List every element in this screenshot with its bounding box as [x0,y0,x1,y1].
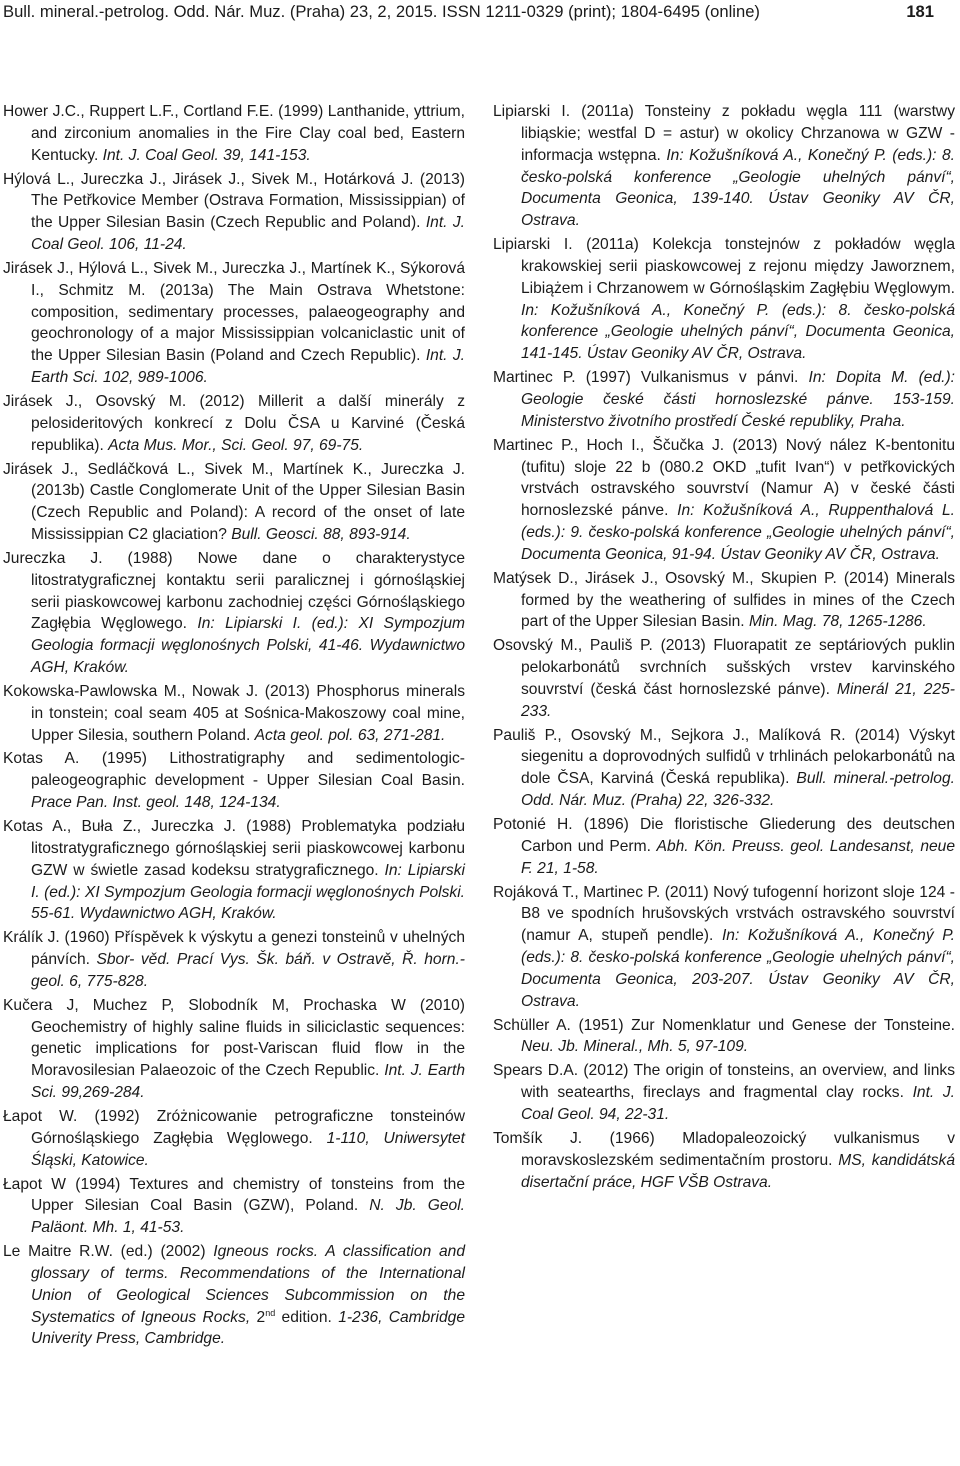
reference-source: In: Kožušníková A., Ruppenthalová L. (eds.): 9. česko-polská konference „Geologie uhelných pánví“, Documenta Geonica, 91-94. Ústav Geoniky AV ČR, Ostrava. [521,502,955,563]
reference-text: Jirásek J., Hýlová L., Sivek M., Jureczka J., Martínek K., Sýkorová I., Schmitz M. (2013a) The Main Ostrava Whetstone: composition, sedimentary processes, palaeogeography and geochronology of a major Mississippian volcaniclastic unit of the Upper Silesian Basin (Poland and Czech Republic). [3,259,465,365]
reference-entry [493,435,955,566]
reference-source: 1-110, Uniwersytet Śląski, Katowice. [31,1129,465,1169]
reference-entry [493,1128,955,1194]
reference-source: Prace Pan. Inst. geol. 148, 124-134. [31,794,281,812]
reference-source: Abh. Kön. Preuss. geol. Landesanst, neue F. 21, 1-58. [521,837,956,877]
reference-source: Int. J. Coal Geol. 94, 22-31. [521,1084,956,1123]
reference-entry [3,391,465,457]
reference-entry [493,725,955,812]
reference-text: Łapot W. (1992) Zróżnicowanie petrograficzne tonsteinów Górnośląskiego Zagłębia Węglowego. [3,1107,465,1147]
reference-source: Int. J. Earth Sci. 99,269-284. [31,1062,465,1102]
reference-entry [3,995,465,1104]
reference-entry [3,1106,465,1172]
reference-source: In: Kožušníková A., Konečný P. (eds.): 8. česko-polská konference „Geologie uhelných pánví“, Documenta Geonica, 139-140. Ústav Geoniky AV ČR, Ostrava. [521,146,955,230]
reference-entry [3,681,465,747]
reference-text: Martinec P., Hoch I., Ščučka J. (2013) Nový nález K-bentonitu (tufitu) sloje 22 b (080.2 OKD „tufit Ivan“) v petřkovických vrstvách ostravského souvrství (Namur A) v české části hornoslezské pánve. [493,436,955,520]
reference-text: Kokowska-Pawlowska M., Nowak J. (2013) Phosphorus minerals in tonstein; coal seam 405 at Sośnica-Makoszowy coal mine, Upper Silesia, southern Poland. [3,682,465,744]
page-header [0,0,960,26]
reference-text: Osovský M., Pauliš P. (2013) Fluorapatit ze septáriových puklin pelokarbonátů svrchních sušských vrstev karvinského souvrství (česká část hornoslezské pánve). [493,637,955,698]
reference-text: Potonié H. (1896) Die floristische Gliederung des deutschen Carbon und Perm. [493,816,955,855]
reference-source: MS, kandidátská disertační práce, HGF VŠB Ostrava. [521,1151,955,1191]
reference-entry [3,927,465,993]
reference-entry [3,816,465,925]
reference-source: 1-236, Cambridge Univerity Press, Cambridge. [31,1308,466,1348]
reference-text: Rojáková T., Martinec P. (2011) Nový tufogenní horizont sloje 124 - B8 ve spodních hrušovských vrstvách ostravského souvrství (namur A, stupeň pendle). [493,883,955,945]
reference-entry [3,101,465,167]
reference-source: N. Jb. Geol. Paläont. Mh. 1, 41-53. [31,1197,465,1237]
reference-source: Int. J. Coal Geol. 106, 11-24. [31,214,466,254]
reference-source: Int. J. Earth Sci. 102, 989-1006. [31,347,466,387]
reference-entry [493,234,955,365]
reference-entry [3,1241,465,1350]
reference-entry [493,882,955,1013]
reference-entry [493,1060,955,1126]
reference-entry [493,1015,955,1059]
reference-entry [493,814,955,880]
reference-text: Spears D.A. (2012) The origin of tonsteins, an overview, and links with seatearths, fireclays and fragmental clay rocks. [493,1062,955,1102]
reference-entry [3,169,465,256]
reference-entry [493,367,955,433]
reference-text: Hower J.C., Ruppert L.F., Cortland F.E. (1999) Lanthanide, yttrium, and zirconium anomalies in the Fire Clay coal bed, Eastern Kentucky. [3,103,465,164]
reference-text: Jirásek J., Sedláčková L., Sivek M., Martínek K., Jureczka J. (2013b) Castle Conglomerate Unit of the Upper Silesian Basin (Czech Republic and Poland): A record of the onset of late Mississippian C2 glaciation? [3,460,465,544]
reference-text: 2 [250,1308,266,1326]
reference-text: Králík J. (1960) Příspěvek k výskytu a genezi tonsteinů v uhelných pánvích. [3,929,465,969]
references-left-column [3,101,465,1352]
reference-source: In: Lipiarski I. (ed.): XI Sympozjum Geologia formacji węglonośnych Polski. 55-61. Wydawnictwo AGH, Kraków. [31,861,465,923]
reference-text: Pauliš P., Osovský M., Sejkora J., Malíková R. (2014) Výskyt siegenitu a doprovodných sulfidů v trhlinách pelokarbonátů na dole ČSA, Karviná (Česká republika). [493,726,955,788]
reference-text: Kotas A. (1995) Lithostratigraphy and sedimentologic-paleogeographic development - Upper Silesian Coal Basin. [3,750,465,790]
reference-source: Min. Mag. 78, 1265-1286. [748,613,927,631]
reference-source: In: Dopita M. (ed.): Geologie české části hornoslezské pánve. 153-159. Ministerstvo životního prostředí České republiky, Praha. [521,369,955,430]
reference-entry [493,101,955,232]
reference-source: Int. J. Coal Geol. 39, 141-153. [102,146,311,164]
reference-source: Bull. Geosci. 88, 893-914. [231,526,411,544]
reference-text: Matýsek D., Jirásek J., Osovský M., Skupien P. (2014) Minerals formed by the weathering of sulfides in mines of the Czech part of the Upper Silesian Basin. [493,569,955,631]
references-right-column [493,101,955,1195]
reference-entry [493,635,955,722]
reference-text: Łapot W (1994) Textures and chemistry of tonsteins from the Upper Silesian Coal Basin (GZW), Poland. [3,1175,465,1215]
reference-text: Jirásek J., Osovský M. (2012) Millerit a další minerály z pelosideritových konkrecí z Dolu ČSA u Karviné (Česká republika). [3,392,465,454]
page-number: 181 [906,2,934,21]
reference-text: Martinec P. (1997) Vulkanismus v pánvi. [493,369,809,387]
reference-source: In: Kožušníková A., Konečný P. (eds.): 8. česko-polská konference „Geologie uhelných pánví“, Documenta Geonica, 141-145. Ústav Geoniky AV ČR, Ostrava. [521,301,955,363]
reference-entry [493,568,955,634]
reference-source: Neu. Jb. Mineral., Mh. 5, 97-109. [521,1038,749,1056]
reference-entry [3,1174,465,1240]
reference-source: Acta geol. pol. 63, 271-281. [254,726,446,744]
reference-source: Sbor- věd. Prací Vys. Šk. báň. v Ostravě, Ř. horn.-geol. 6, 775-828. [31,951,465,990]
reference-text: Kučera J, Muchez P, Slobodník M, Prochaska W (2010) Geochemistry of highly saline fluids in siliciclastic sequences: genetic implications for post-Variscan fluid flow in the Moravosilesian Palaeozoic of the Czech Republic. [3,996,465,1080]
reference-text: Schüller A. (1951) Zur Nomenklatur und Genese der Tonsteine. [493,1016,955,1034]
reference-text: Tomšík J. (1966) Mladopaleozoický vulkanismus v moravskoslezském sedimentačním prostoru. [493,1129,955,1169]
reference-source: Igneous rocks. A classification and glossary of terms. Recommendations of the International Union of Geological Sciences Subcommission on the Systematics of Igneous Rocks, [31,1243,465,1326]
journal-citation: Bull. mineral.-petrolog. Odd. Nár. Muz. (Praha) 23, 2, 2015. ISSN 1211-0329 (print); 1804-6495 (online) [3,2,760,21]
reference-source: Acta Mus. Mor., Sci. Geol. 97, 69-75. [108,436,364,454]
reference-text: Le Maitre R.W. (ed.) (2002) [3,1243,214,1261]
reference-entry [3,258,465,389]
reference-text: Lipiarski I. (2011a) Kolekcja tonstejnów z pokładów węgla krakowskiej serii piaskowcowej z rejonu między Jaworznem, Libiążem i Chrzanowem w Górnośląskim Zagłębiu Węglowym. [493,236,955,297]
reference-source: In: Kožušníková A., Konečný P. (eds.): 8. česko-polská konference „Geologie uhelných pánví“, Documenta Geonica, 203-207. Ústav Geoniky AV ČR, Ostrava. [521,927,955,1010]
reference-source: Bull. mineral.-petrolog. Odd. Nár. Muz. (Praha) 22, 326-332. [521,770,955,810]
reference-entry [3,748,465,814]
reference-text: Hýlová L., Jureczka J., Jirásek J., Sivek M., Hotárková J. (2013) The Petřkovice Member (Ostrava Formation, Mississippian) of the Upper Silesian Basin (Czech Republic and Poland). [3,170,465,232]
reference-source: In: Lipiarski I. (ed.): XI Sympozjum Geologia formacji węglonośnych Polski, 41-46. Wydawnictwo AGH, Kraków. [31,615,466,677]
reference-entry [3,459,465,546]
reference-text: Jureczka J. (1988) Nowe dane o charakterystyce litostratygraficznej kontaktu serii paralicznej i górnośląskiej serii piaskowcowej karbonu zachodniej części Górnośląskiego Zagłębia Węglowego. [3,549,465,633]
reference-text: edition. [275,1308,339,1326]
reference-text: Lipiarski I. (2011a) Tonsteiny z pokładu węgla 111 (warstwy libiąskie; westfal D = astur) w okolicy Chrzanowa w GZW - informacja wstępna. [493,103,955,164]
reference-text: Kotas A., Buła Z., Jureczka J. (1988) Problematyka podziału litostratygraficznego górnośląskiej serii piaskowcowej karbonu GZW w świetle zasad kodeksu stratygraficznego. [3,818,465,879]
reference-entry [3,548,465,679]
reference-text: nd [265,1307,276,1318]
reference-source: Minerál 21, 225-233. [521,680,955,720]
